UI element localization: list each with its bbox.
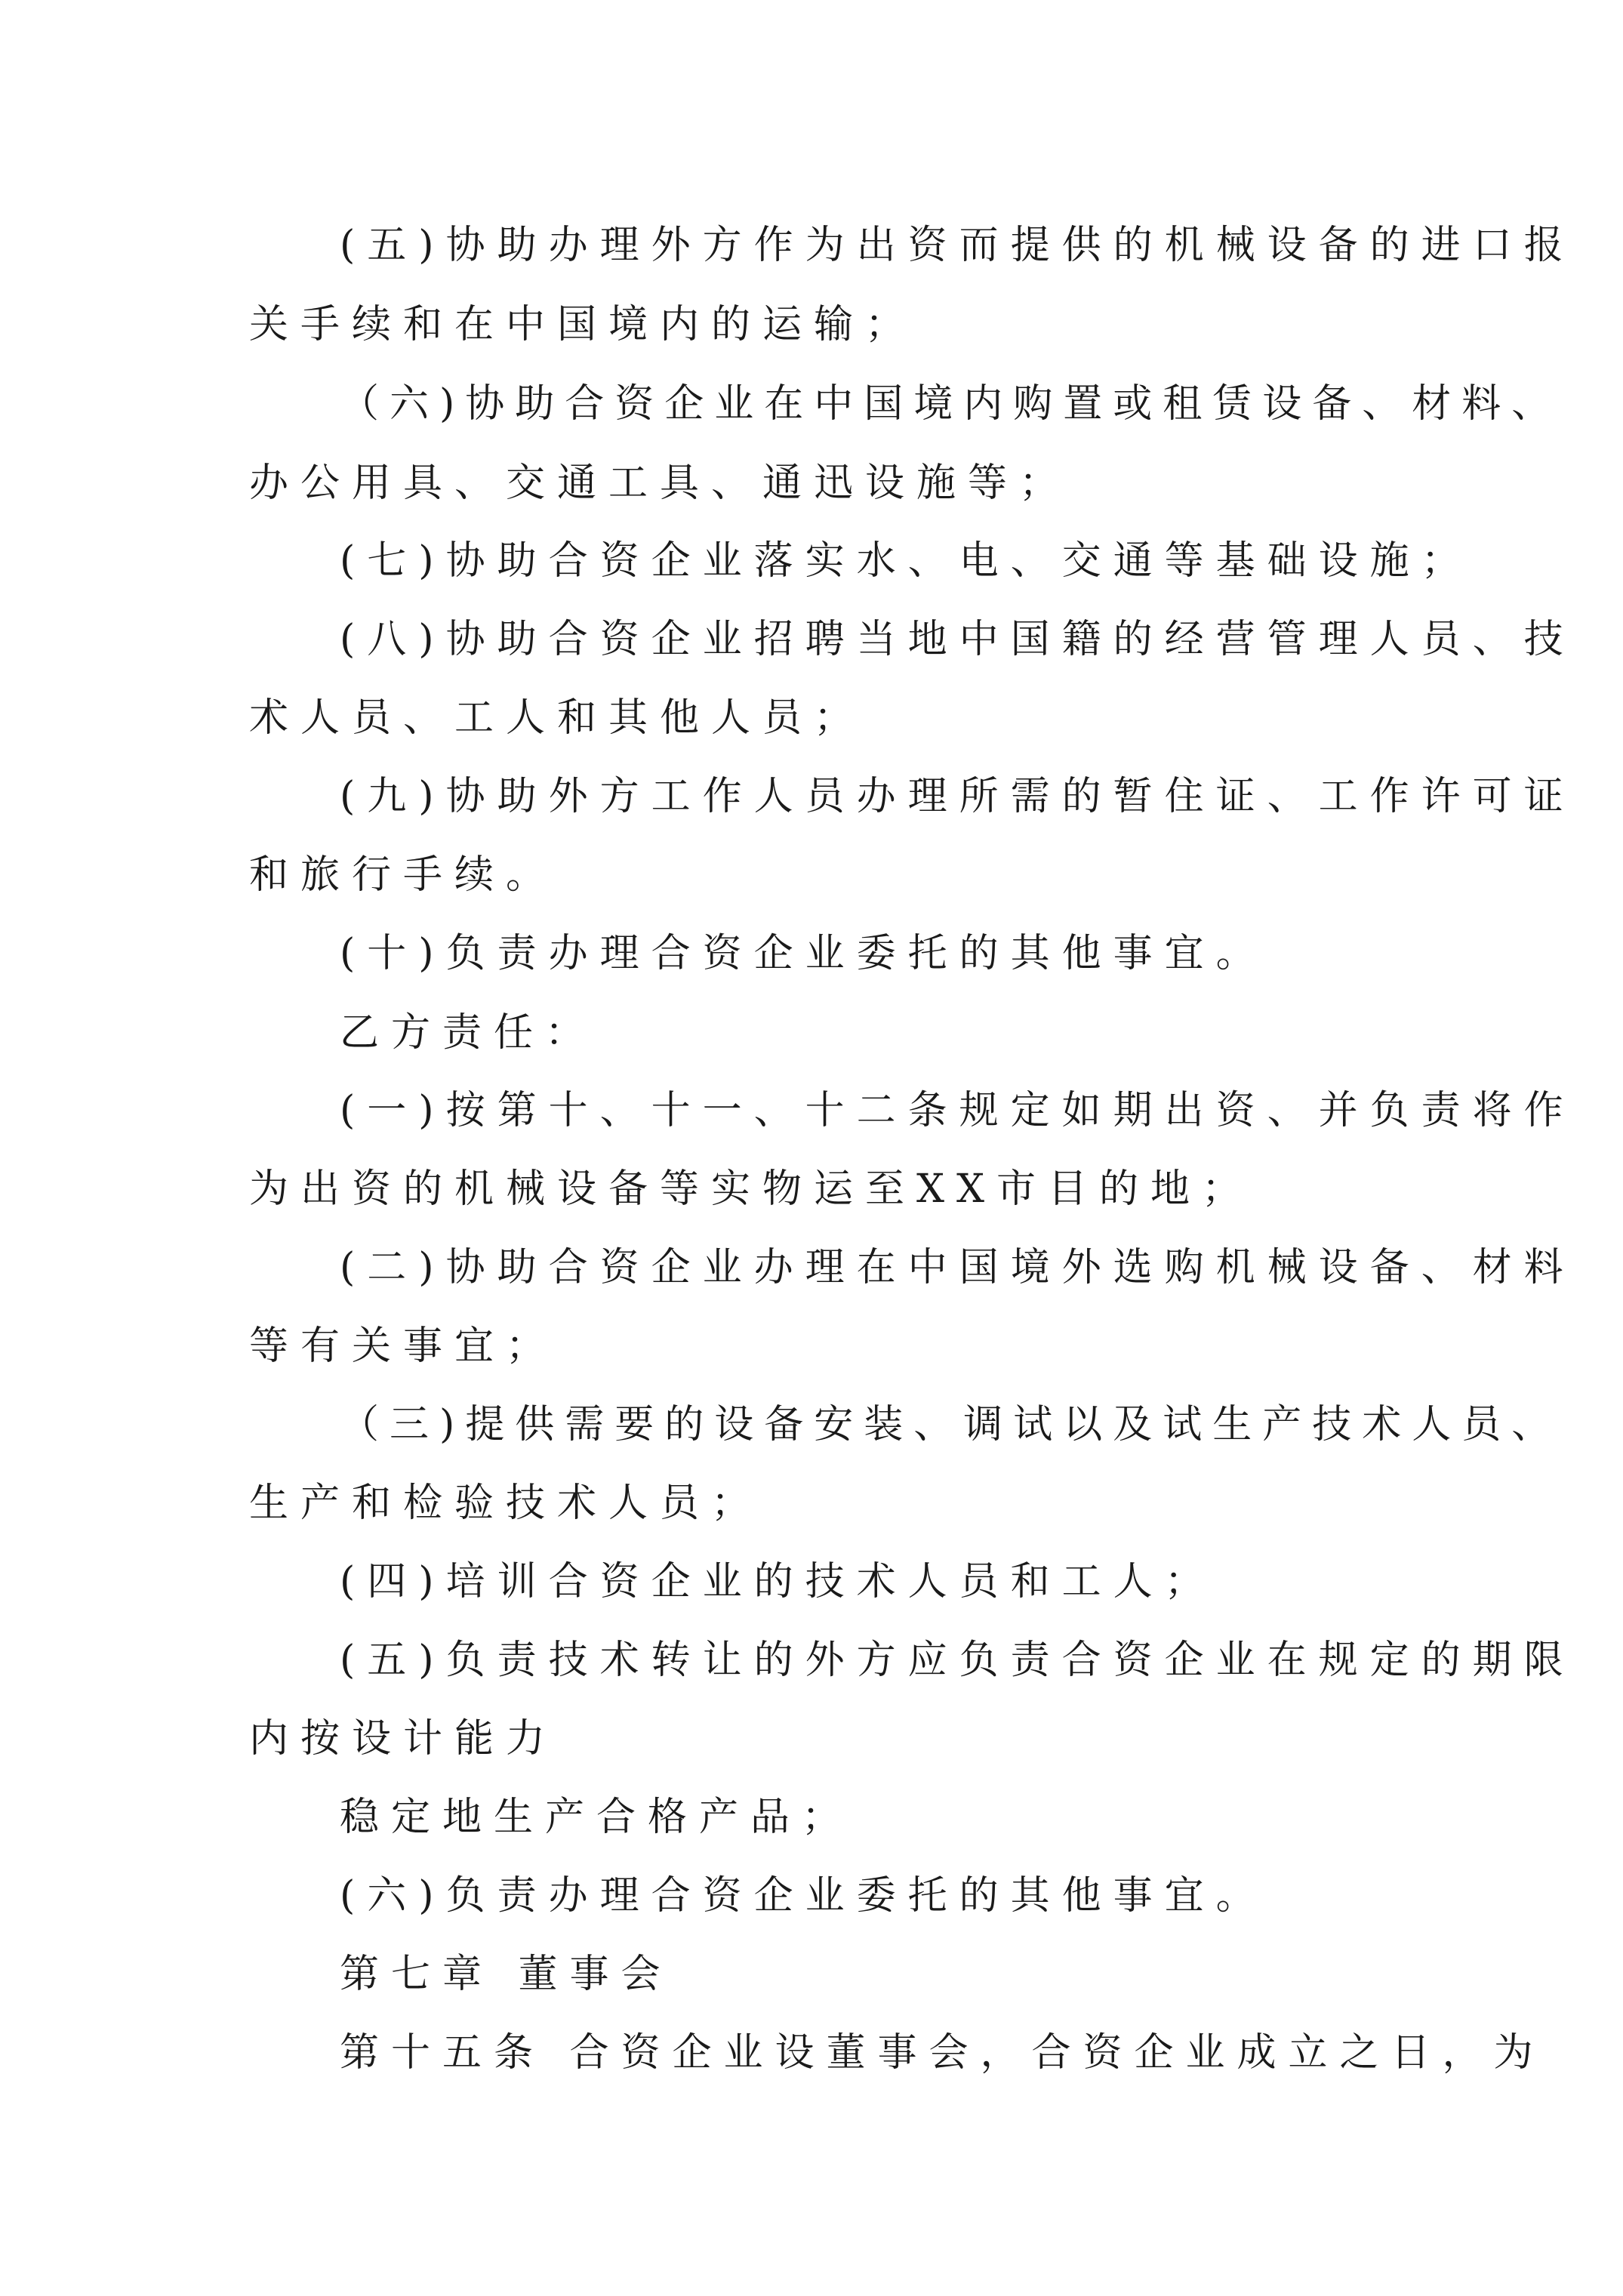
clause-line: (二)协助合资企业办理在中国境外选购机械设备、材料: [340, 1245, 1575, 1290]
chapter-heading: 第七章 董事会: [340, 1952, 673, 1997]
clause-line: 办公用具、交通工具、通迅设施等；: [249, 461, 1071, 506]
clause-line: (十)负责办理合资企业委托的其他事宜。: [340, 931, 1267, 976]
clause-line: （三)提供需要的设备安装、调试以及试生产技术人员、: [340, 1402, 1562, 1447]
clause-line: (一)按第十、十一、十二条规定如期出资、并负责将作: [340, 1088, 1575, 1133]
clause-line: (四)培训合资企业的技术人员和工人；: [340, 1559, 1216, 1604]
clause-line: (八)协助合资企业招聘当地中国籍的经营管理人员、技: [340, 617, 1575, 662]
clause-line: (九)协助外方工作人员办理所需的暂住证、工作许可证: [340, 774, 1575, 819]
clause-line: 术人员、工人和其他人员；: [249, 695, 866, 741]
clause-line: (五)协助办理外方作为出资而提供的机械设备的进口报: [340, 223, 1575, 268]
clause-line: 生产和检验技术人员；: [249, 1481, 763, 1526]
section-heading: 乙方责任：: [340, 1010, 597, 1056]
clause-line: 和旅行手续。: [249, 852, 558, 898]
clause-line: 稳定地生产合格产品；: [340, 1795, 854, 1840]
clause-line: （六)协助合资企业在中国境内购置或租赁设备、材料、: [340, 381, 1562, 427]
article-line: 第十五条 合资企业设董事会，合资企业成立之日，为: [340, 2030, 1545, 2076]
clause-line: (五)负责技术转让的外方应负责合资企业在规定的期限: [340, 1638, 1575, 1683]
clause-line: 关手续和在中国境内的运输；: [249, 302, 917, 347]
clause-line: 为出资的机械设备等实物运至XX市目的地；: [249, 1166, 1254, 1212]
clause-line: (六)负责办理合资企业委托的其他事宜。: [340, 1873, 1267, 1918]
clause-line: (七)协助合资企业落实水、电、交通等基础设施；: [340, 538, 1473, 584]
clause-line: 内按设计能力: [249, 1716, 558, 1761]
clause-line: 等有关事宜；: [249, 1324, 558, 1369]
